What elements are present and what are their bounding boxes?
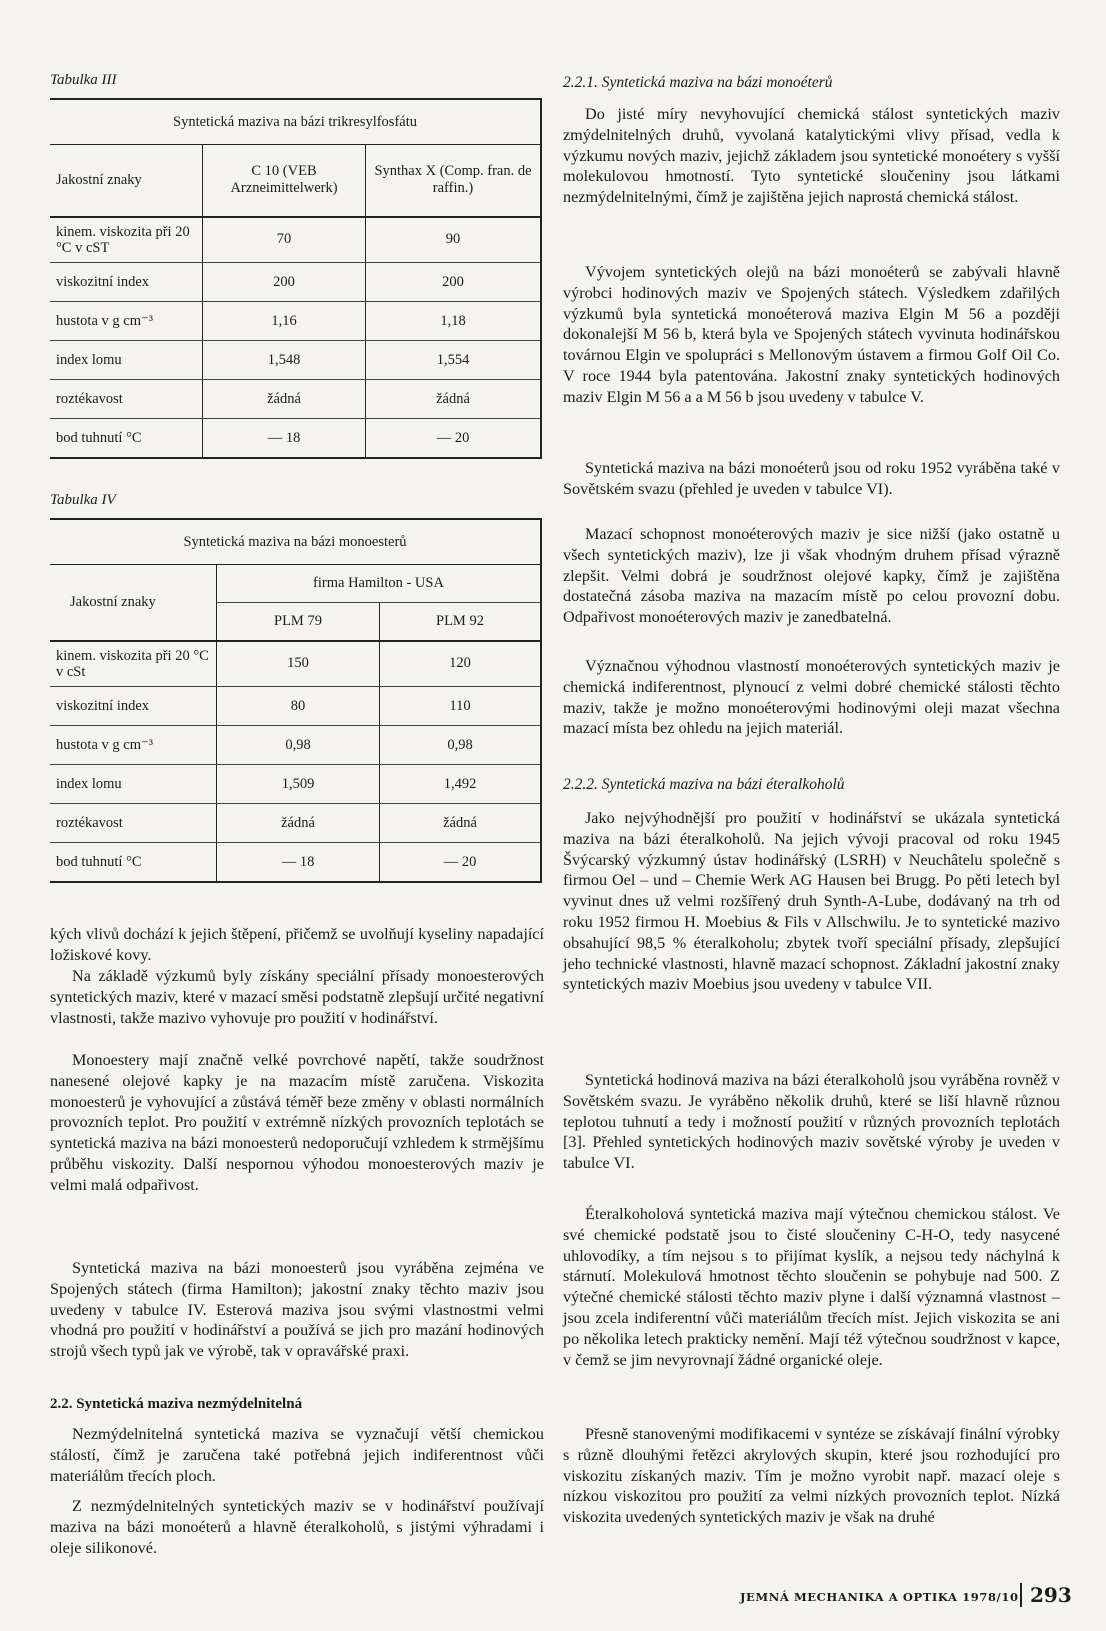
table-row [50,217,541,263]
table-cell-label: hustota v g cm⁻³ [50,302,203,341]
paragraph: Nezmýdelnitelná syntetická maziva se vyznačují větší chemickou stálostí, čímž je zaručena také potřebná jejich indiferentnost vůči materiálům třecích ploch. [50,1425,544,1485]
table-row [50,765,541,804]
paragraph: Na základě výzkumů byly získány speciální přísady monoesterových syntetických maziv, které v mazací směsi podstatně zlepšují určité negativní vlastnosti, takže mazivo vyhovuje pro použití v hodinářství. [50,967,544,1027]
table-row [50,804,541,843]
table-4-row-header: Jakostní znaky [50,565,217,641]
table-cell: 80 [217,687,380,726]
page-number: 293 [1020,1583,1072,1607]
paragraph: Syntetická maziva na bázi monoesterů jsou vyráběna zejména ve Spojených státech (firma Hamilton); jakostní znaky těchto maziv jsou uvedeny v tabulce IV. Esterová maziva jsou svými vlastnostmi velmi vhodná pro použití v hodinářství a používá se jich pro mazání hodinových strojů všech typů jak ve výrobě, tak v opravářské praxi. [50,1259,544,1361]
table-cell: 90 [366,217,542,263]
table-cell: žádná [366,380,542,419]
table-cell: 70 [203,217,366,263]
paragraph: Přesně stanovenými modifikacemi v syntéze se získávají finální výrobky s různě dlouhými řetězci akrylových skupin, které jsou rozhodující pro viskozitu získaných maziv. Tím je možno vyrobit např. mazací oleje s nízkou viskozitou pro použití za velmi nízkých provozních teplot. Nízká viskozita uvedených syntetických maziv je však na druhé [563,1425,1060,1527]
paragraph: Monoestery mají značně velké povrchové napětí, takže soudržnost nanesené olejové kapky je na mazacím místě zaručena. Viskozita monoesterů je vyhovující a zůstává téměř beze změny v oblasti normálních provozních teplot. Pro použití v extrémně nízkých provozních teplotách se syntetická maziva na bázi monoesterů nedoporučují vzhledem k strmějšímu průběhu viskozity. Další nespornou výhodou monoesterových maziv je velmi malá odpařivost. [50,1051,544,1194]
table-cell: 150 [217,641,380,687]
table-4-caption: Tabulka IV [50,492,116,508]
table-row [50,380,541,419]
paragraph: Vývojem syntetických olejů na bázi monoéterů se zabývali hlavně výrobci hodinových maziv ve Spojených státech. Výsledkem zdařilých výzkumů byla syntetická monoéterová maziva Elgin M 56 a později dokonalejší M 56 b, která byla ve Spojených státech vyvinuta hodinářskou továrnou Elgin ve spolupráci s Mellonovým ústavem a firmou Golf Oil Co. V roce 1944 byla patentována. Jakostní znaky syntetických hodinových maziv Elgin M 56 a a M 56 b jsou uvedeny v tabulce V. [563,263,1060,406]
table-cell-label: bod tuhnutí °C [56,430,142,446]
section-heading: 2.2.2. Syntetická maziva na bázi éteralkoholů [563,776,845,793]
table-cell: 1,16 [203,302,366,341]
table-3 [50,98,542,459]
table-cell-label: viskozitní index [50,263,203,302]
paragraph: kých vlivů dochází k jejich štěpení, přičemž se uvolňují kyseliny napadající ložiskové kovy. [50,925,544,964]
table-4-title: Syntetická maziva na bázi monoesterů [50,519,541,565]
table-3-title: Syntetická maziva na bázi trikresylfosfátu [50,99,541,145]
table-cell: žádná [203,380,366,419]
table-cell-label: viskozitní index [50,687,217,726]
table-cell: 110 [380,687,542,726]
table-cell-label: index lomu [50,341,203,380]
paragraph: Syntetická hodinová maziva na bázi éteralkoholů jsou vyráběna rovněž v Sovětském svazu. Je vyráběno několik druhů, které se liší hlavně různou teplotou tuhnutí a tedy i možností použití v různých provozních teplotách [3]. Přehled syntetických hodinových maziv sovětské výroby je uveden v tabulce VI. [563,1071,1060,1173]
table-cell: 1,548 [203,341,366,380]
table-cell: 1,492 [380,765,542,804]
paragraph: Z nezmýdelnitelných syntetických maziv se v hodinářství používají maziva na bázi monoéterů a hlavně éteralkoholů, s jistými výhradami i oleje silikonové. [50,1497,544,1557]
table-cell-label: index lomu [50,765,217,804]
table-row [50,419,541,459]
table-cell: 200 [203,263,366,302]
paragraph: Význačnou výhodnou vlastností monoéterových syntetických maziv je chemická indiferentnost, plynoucí z velmi dobré chemické stálosti těchto maziv, takže je možno monoéterovými hodinovými oleji mazat všechna mazací místa bez ohledu na jejich materiál. [563,657,1060,738]
table-row [50,687,541,726]
table-4 [50,518,542,883]
paragraph: Mazací schopnost monoéterových maziv je sice nižší (jako ostatně u všech syntetických maziv), lze ji však vhodným druhem přísad výrazně zlepšit. Velmi dobrá je soudržnost olejové kapky, čímž je zajištěna dostatečná zásoba maziva na mazacím místě po celou provozní dobu. Odpařivost monoéterových maziv je zanedbatelná. [563,525,1060,627]
section-heading: 2.2.1. Syntetická maziva na bázi monoéterů [563,74,833,91]
table-cell-label: roztékavost [50,380,203,419]
table-cell-label: bod tuhnutí °C [56,854,142,870]
table-row [50,263,541,302]
table-row [50,843,541,883]
table-4-col2-header: PLM 92 [380,603,542,641]
table-row [50,302,541,341]
table-4-group-header: firma Hamilton - USA [217,565,542,603]
table-row [50,641,541,687]
table-3-row-header: Jakostní znaky [50,145,203,217]
table-cell-label: hustota v g cm⁻³ [50,726,217,765]
table-cell: 1,509 [217,765,380,804]
table-4-col1-header: PLM 79 [217,603,380,641]
table-cell: 1,18 [366,302,542,341]
table-cell: — 18 [217,843,380,883]
paragraph: Do jisté míry nevyhovující chemická stálost syntetických maziv zmýdelnitelných druhů, vyvolaná katalytickými vlivy přísad, vedla k výzkumu nových maziv, jejichž základem jsou syntetické monoétery s vyšší molekulovou hmotností. Tyto syntetické sloučeniny jsou látkami nezmýdelnitelnými, čímž je zajištěna jejich naprostá chemická stálost. [563,105,1060,207]
table-cell: žádná [380,804,542,843]
table-cell-label: kinem. viskozita při 20 °C v cSt [50,641,217,687]
journal-footer: JEMNÁ MECHANIKA A OPTIKA 1978/10 [740,1590,1019,1604]
table-cell-label: roztékavost [50,804,217,843]
table-3-col1-header: C 10 (VEB Arzneimittelwerk) [203,145,366,217]
table-cell-label: kinem. viskozita při 20 °C v cST [50,217,203,263]
table-cell: — 18 [203,419,366,459]
table-row [50,341,541,380]
paragraph: Éteralkoholová syntetická maziva mají výtečnou chemickou stálost. Ve své chemické podstatě jsou to čisté sloučeniny C-H-O, tedy nasycené uhlovodíky, a tím nejsou s to přijímat kyslík, a nejsou tedy náchylná k stárnutí. Molekulová hmotnost těchto sloučenin se pohybuje nad 500. Z výtečné chemické stálosti těchto maziv plyne i další významná vlastnost – jsou zcela indiferentní vůči materiálům třecích míst. Jejich viskozita se ani po několika letech prakticky nemění. Mají též výtečnou soudržnost v kapce, v čemž se jim nevyrovnají žádné organické oleje. [563,1205,1060,1369]
table-cell: 200 [366,263,542,302]
table-cell: 1,554 [366,341,542,380]
table-cell: žádná [217,804,380,843]
table-row [50,726,541,765]
table-cell: 0,98 [380,726,542,765]
table-3-caption: Tabulka III [50,72,117,88]
paragraph: Jako nejvýhodnější pro použití v hodinářství se ukázala syntetická maziva na bázi éteralkoholů. Na jejich vývoji pracoval od roku 1945 Švýcarský výzkumný ústav hodinářský (LSRH) v Neuchâtelu společně s firmou Oel – und – Chemie Werk AG Hausen bei Brugg. Po pěti letech byl vyvinut dnes už velmi rozšířený druh Synth-A-Lube, dodávaný na trh od roku 1952 firmou H. Moebius & Fils v Allschwilu. Je to syntetické mazivo obsahující 98,5 % éteralkoholu; zbytek tvoří speciální přísady, zlepšující jeho technické vlastnosti, hlavně mazací schopnost. Základní jakostní znaky syntetických maziv Moebius jsou uvedeny v tabulce VII. [563,809,1060,994]
table-cell: — 20 [366,419,542,459]
table-3-col2-header: Synthax X (Comp. fran. de raffin.) [366,145,542,217]
table-cell: 0,98 [217,726,380,765]
paragraph: Syntetická maziva na bázi monoéterů jsou od roku 1952 vyráběna také v Sovětském svazu (přehled je uveden v tabulce VI). [563,459,1060,498]
table-cell: 120 [380,641,542,687]
table-cell: — 20 [380,843,542,883]
section-heading: 2.2. Syntetická maziva nezmýdelnitelná [50,1396,303,1412]
